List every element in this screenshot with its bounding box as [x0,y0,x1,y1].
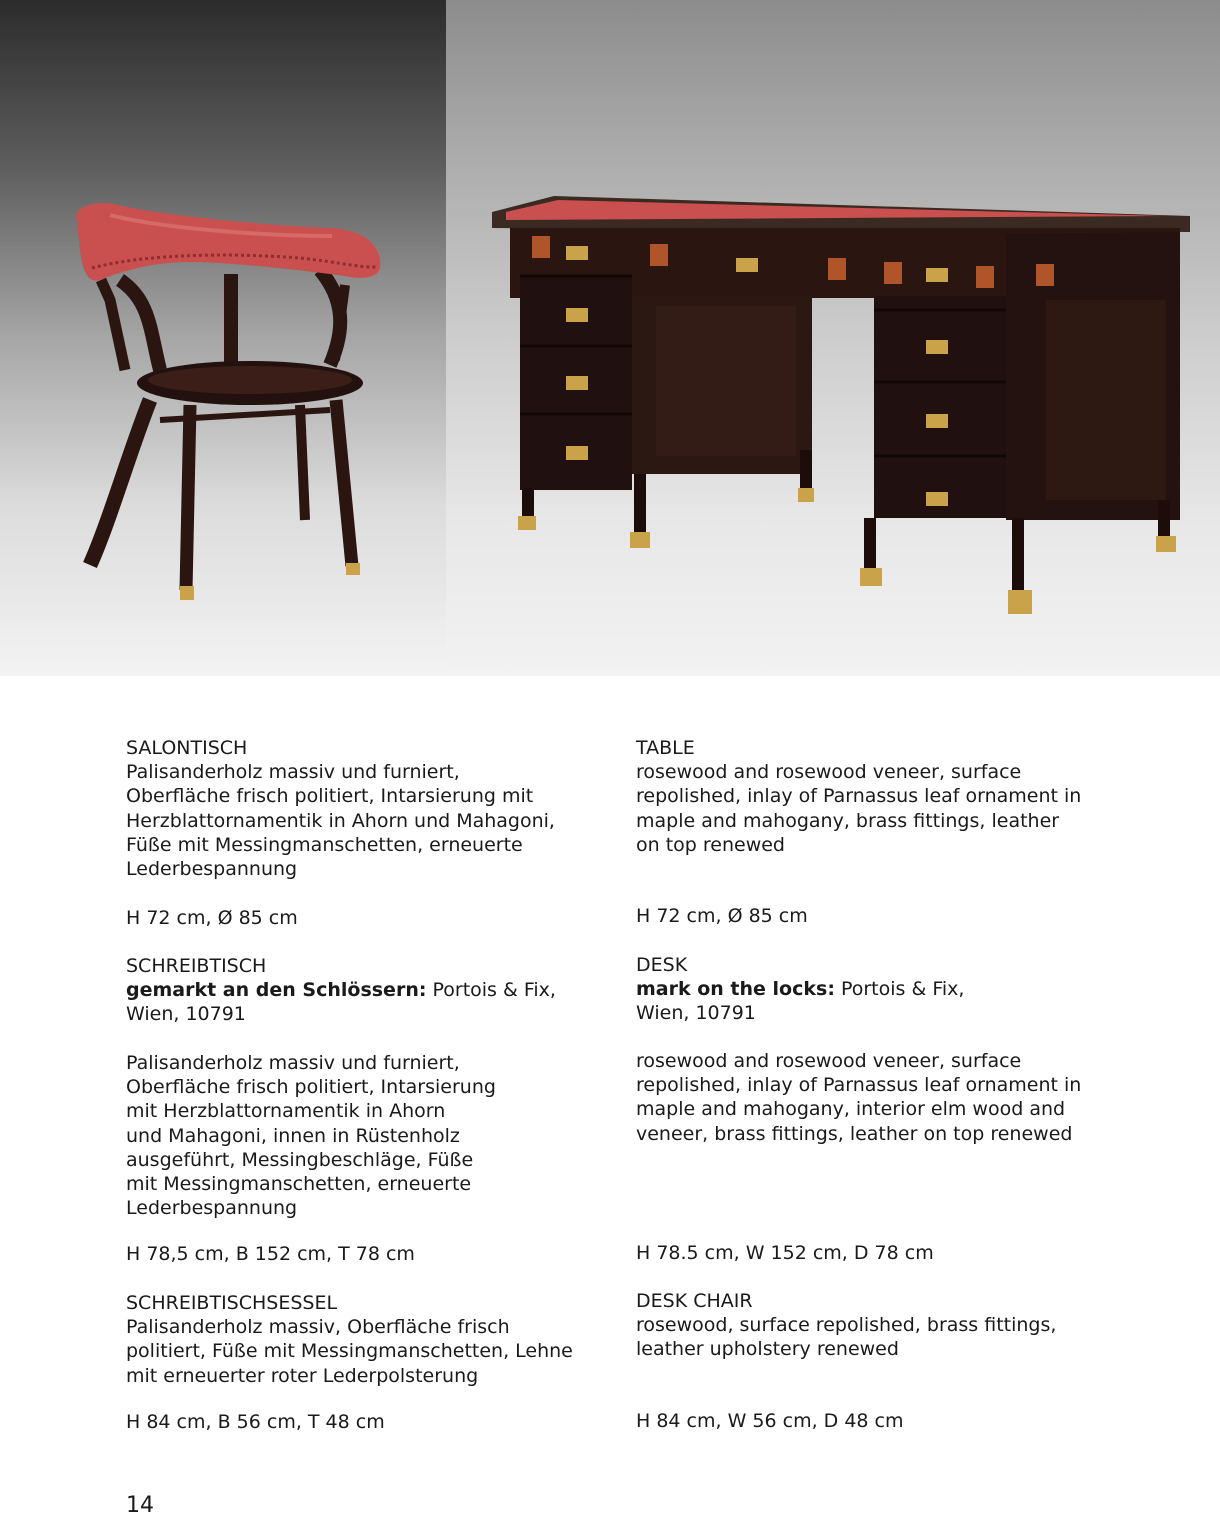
entry-text: Oberfläche frisch politiert, Intarsierung [126,1076,496,1099]
table-entry [636,736,1106,857]
schreibtischsessel-entry [126,1291,596,1388]
entry-text: rosewood, surface repolished, brass fittings, [636,1314,1057,1337]
entry-text: repolished, inlay of Parnassus leaf ornament in [636,1074,1082,1097]
table-dimensions: H 72 cm, Ø 85 cm [636,905,808,927]
mark-line-2: Wien, 10791 [636,1002,756,1025]
schreibtisch-description [126,1051,596,1220]
chair-illustration [0,0,446,676]
entry-text: Füße mit Messingmanschetten, erneuerte [126,833,523,856]
entry-heading: TABLE [636,737,695,759]
mark-label: gemarkt an den Schlössern: [126,979,427,1002]
entry-text: on top renewed [636,833,785,856]
entry-text: Lederbespannung [126,858,298,881]
mark-line [126,978,596,1002]
entry-text: rosewood and rosewood veneer, surface [636,761,1022,784]
entry-heading: DESK CHAIR [636,1290,753,1312]
entry-text: maple and mahogany, interior elm wood and [636,1098,1066,1121]
schreibtischsessel-dimensions: H 84 cm, B 56 cm, T 48 cm [126,1411,385,1433]
entry-text: mit Messingmanschetten, erneuerte [126,1173,472,1196]
entry-text: ausgeführt, Messingbeschläge, Füße [126,1148,474,1171]
mark-value: Portois & Fix, [426,979,556,1002]
desk-chair-entry [636,1289,1106,1362]
entry-text: Lederbespannung [126,1197,298,1220]
desk-dimensions: H 78.5 cm, W 152 cm, D 78 cm [636,1242,934,1264]
desk-description [636,1049,1106,1146]
entry-heading: SALONTISCH [126,737,248,759]
entry-heading: DESK [636,954,688,976]
entry-text: mit erneuerter roter Lederpolsterung [126,1364,479,1387]
photo-strip [0,0,1220,676]
entry-text: Palisanderholz massiv, Oberfläche frisch [126,1316,510,1339]
desk-entry [636,953,1106,1026]
mark-line [636,977,1106,1001]
entry-text: und Mahagoni, innen in Rüstenholz [126,1124,460,1147]
desk-illustration [446,0,1220,676]
schreibtisch-dimensions: H 78,5 cm, B 152 cm, T 78 cm [126,1243,415,1265]
mark-value: Portois & Fix, [834,978,965,1001]
chair-photo [0,0,446,676]
entry-text: politiert, Füße mit Messingmanschetten, Lehne [126,1340,573,1363]
entry-heading: SCHREIBTISCH [126,955,267,977]
entry-text: Herzblattornamentik in Ahorn und Mahagoni, [126,809,555,832]
entry-text: Oberfläche frisch politiert, Intarsierung mit [126,785,534,808]
entry-heading: SCHREIBTISCHSESSEL [126,1292,338,1314]
desk-photo [446,0,1220,676]
entry-text: mit Herzblattornamentik in Ahorn [126,1100,446,1123]
desk-chair-dimensions: H 84 cm, W 56 cm, D 48 cm [636,1410,904,1432]
entry-text: Palisanderholz massiv und furniert, [126,1052,460,1074]
schreibtisch-entry [126,954,596,1027]
mark-label: mark on the locks: [636,978,835,1001]
entry-text: maple and mahogany, brass fittings, leather [636,809,1060,832]
entry-text: repolished, inlay of Parnassus leaf ornament in [636,785,1082,808]
page-number: 14 [126,1493,154,1518]
entry-text: rosewood and rosewood veneer, surface [636,1050,1022,1072]
entry-text: leather upholstery renewed [636,1338,899,1361]
salontisch-entry [126,736,596,881]
mark-line-2: Wien, 10791 [126,1003,246,1026]
entry-text: veneer, brass fittings, leather on top renewed [636,1122,1073,1145]
entry-text: Palisanderholz massiv und furniert, [126,761,460,784]
salontisch-dimensions: H 72 cm, Ø 85 cm [126,907,298,929]
